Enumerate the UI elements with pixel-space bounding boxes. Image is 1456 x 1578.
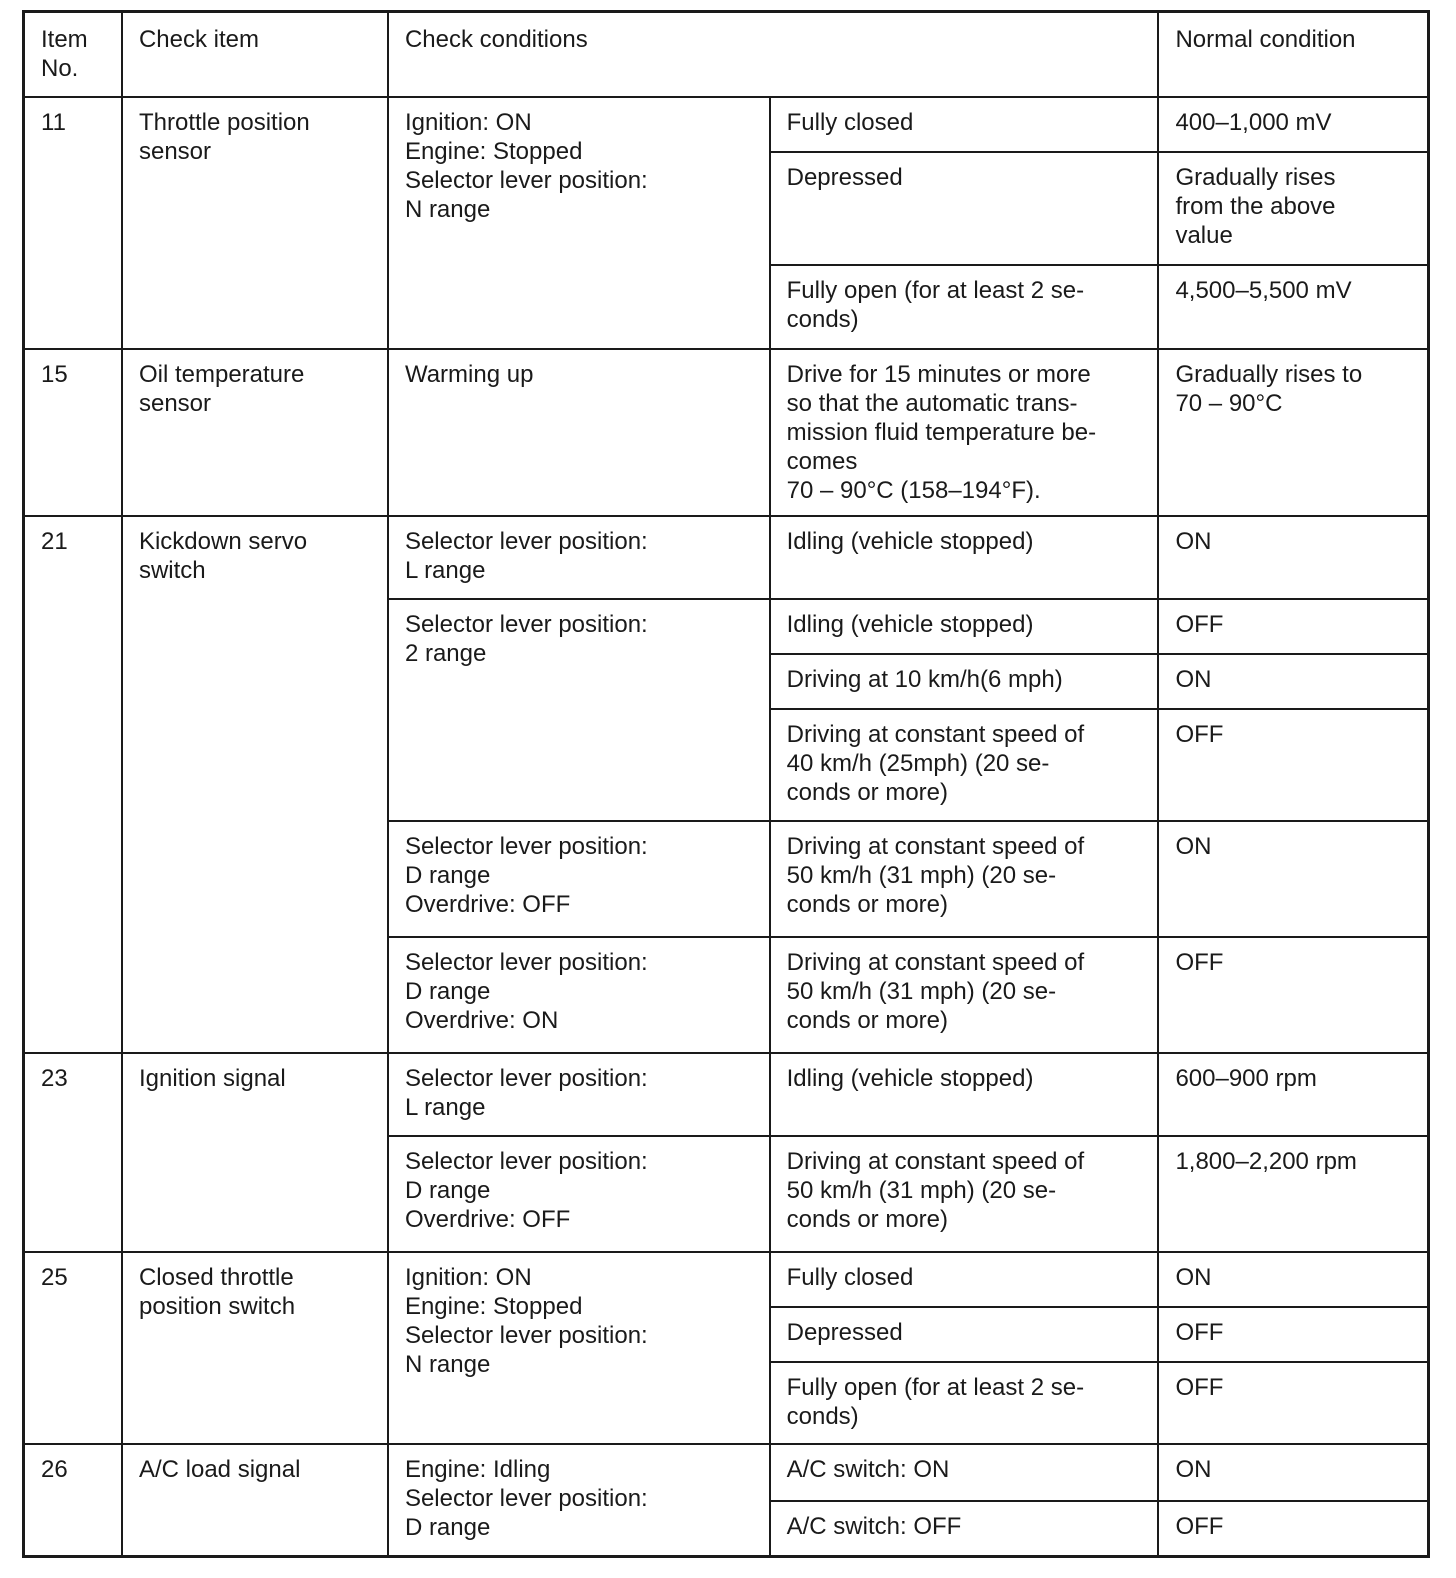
normal-cell: 4,500–5,500 mV	[1158, 265, 1428, 349]
normal-cell: OFF	[1158, 1307, 1428, 1362]
check-item-cell: Kickdown servo switch	[122, 516, 388, 1053]
condition-cell: Selector lever position: 2 range	[388, 599, 770, 821]
detail-cell: Idling (vehicle stopped)	[770, 1053, 1159, 1136]
detail-cell: Fully open (for at least 2 se- conds)	[770, 1362, 1159, 1444]
table-row	[24, 516, 1429, 599]
table-row	[24, 349, 1429, 516]
normal-cell: OFF	[1158, 1501, 1428, 1557]
condition-cell: Selector lever position: L range	[388, 1053, 770, 1136]
detail-cell: Driving at constant speed of 50 km/h (31 mph) (20 se- conds or more)	[770, 937, 1159, 1053]
normal-cell: 600–900 rpm	[1158, 1053, 1428, 1136]
table-row	[24, 1252, 1429, 1307]
detail-cell: Drive for 15 minutes or more so that the automatic trans- mission fluid temperature be- comes 70 – 90°C (158–194°F).	[770, 349, 1159, 516]
detail-cell: Driving at 10 km/h(6 mph)	[770, 654, 1159, 709]
detail-cell: Depressed	[770, 152, 1159, 265]
header-item-no: Item No.	[24, 12, 122, 98]
condition-cell: Warming up	[388, 349, 770, 516]
detail-cell: Idling (vehicle stopped)	[770, 516, 1159, 599]
detail-cell: Driving at constant speed of 40 km/h (25mph) (20 se- conds or more)	[770, 709, 1159, 821]
check-item-cell: Closed throttle position switch	[122, 1252, 388, 1444]
detail-cell: Fully closed	[770, 1252, 1159, 1307]
inspection-table	[22, 10, 1430, 1558]
check-item-cell: Ignition signal	[122, 1053, 388, 1252]
header-check-item: Check item	[122, 12, 388, 98]
header-check-conditions: Check conditions	[388, 12, 1159, 98]
normal-cell: ON	[1158, 1252, 1428, 1307]
condition-cell: Engine: Idling Selector lever position: D range	[388, 1444, 770, 1557]
normal-cell: 1,800–2,200 rpm	[1158, 1136, 1428, 1252]
normal-cell: 400–1,000 mV	[1158, 97, 1428, 152]
item-no-cell: 15	[24, 349, 122, 516]
normal-cell: ON	[1158, 516, 1428, 599]
condition-cell: Selector lever position: L range	[388, 516, 770, 599]
item-no-cell: 11	[24, 97, 122, 349]
normal-cell: OFF	[1158, 937, 1428, 1053]
header-normal-condition: Normal condition	[1158, 12, 1428, 98]
condition-cell: Selector lever position: D range Overdrive: OFF	[388, 821, 770, 937]
detail-cell: Driving at constant speed of 50 km/h (31 mph) (20 se- conds or more)	[770, 821, 1159, 937]
check-item-cell: Throttle position sensor	[122, 97, 388, 349]
detail-cell: Driving at constant speed of 50 km/h (31 mph) (20 se- conds or more)	[770, 1136, 1159, 1252]
detail-cell: Fully closed	[770, 97, 1159, 152]
header-row	[24, 12, 1429, 98]
condition-cell: Selector lever position: D range Overdrive: OFF	[388, 1136, 770, 1252]
check-item-cell: A/C load signal	[122, 1444, 388, 1557]
item-no-cell: 23	[24, 1053, 122, 1252]
item-no-cell: 21	[24, 516, 122, 1053]
table-row	[24, 1053, 1429, 1136]
item-no-cell: 26	[24, 1444, 122, 1557]
table-row	[24, 1444, 1429, 1501]
normal-cell: Gradually rises from the above value	[1158, 152, 1428, 265]
condition-cell: Ignition: ON Engine: Stopped Selector lever position: N range	[388, 1252, 770, 1444]
normal-cell: Gradually rises to 70 – 90°C	[1158, 349, 1428, 516]
table-row	[24, 97, 1429, 152]
detail-cell: A/C switch: OFF	[770, 1501, 1159, 1557]
normal-cell: OFF	[1158, 1362, 1428, 1444]
condition-cell: Ignition: ON Engine: Stopped Selector lever position: N range	[388, 97, 770, 349]
normal-cell: ON	[1158, 1444, 1428, 1501]
detail-cell: A/C switch: ON	[770, 1444, 1159, 1501]
item-no-cell: 25	[24, 1252, 122, 1444]
detail-cell: Fully open (for at least 2 se- conds)	[770, 265, 1159, 349]
detail-cell: Depressed	[770, 1307, 1159, 1362]
normal-cell: ON	[1158, 821, 1428, 937]
check-item-cell: Oil temperature sensor	[122, 349, 388, 516]
condition-cell: Selector lever position: D range Overdrive: ON	[388, 937, 770, 1053]
normal-cell: OFF	[1158, 599, 1428, 654]
normal-cell: OFF	[1158, 709, 1428, 821]
normal-cell: ON	[1158, 654, 1428, 709]
detail-cell: Idling (vehicle stopped)	[770, 599, 1159, 654]
